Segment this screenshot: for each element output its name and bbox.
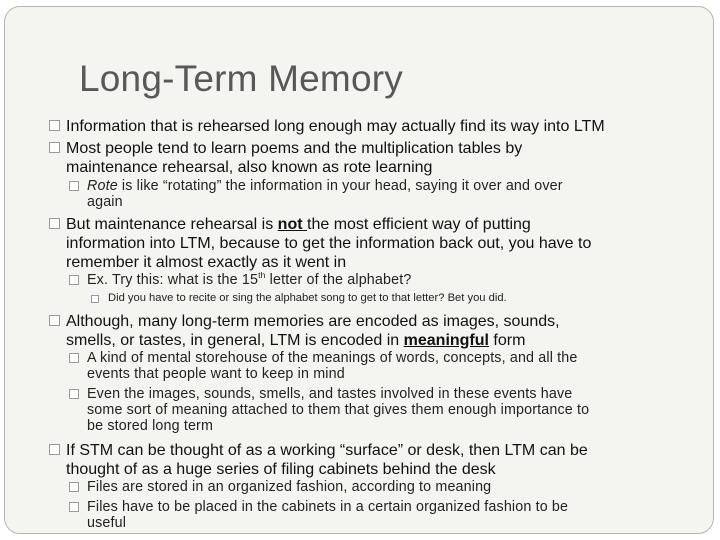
bullet-checkbox-icon <box>49 142 60 153</box>
bullet-text: some sort of meaning attached to them that gives them enough importance to <box>87 402 590 418</box>
bullet-text: But maintenance rehearsal is not the most efficient way of putting <box>66 216 531 233</box>
bullet-checkbox-icon <box>69 389 79 399</box>
bullet-text: Rote is like “rotating” the information in your head, saying it over and over <box>87 178 563 194</box>
bullet-ltm-rehearsal <box>49 117 605 136</box>
sub-sub-bullet-alphabet-song <box>91 292 507 305</box>
bullet-checkbox-icon <box>91 295 99 303</box>
sub-bullet-images-meaning <box>69 386 589 434</box>
emphasis-not: not <box>277 216 307 233</box>
bullet-checkbox-icon <box>69 502 79 512</box>
bullet-checkbox-icon <box>49 444 60 455</box>
bullet-checkbox-icon <box>69 275 79 285</box>
sub-bullet-files-organized <box>69 479 491 495</box>
bullet-text: If STM can be thought of as a working “surface” or desk, then LTM can be <box>66 442 588 459</box>
bullet-text: information into LTM, because to get the information back out, you have to <box>66 235 592 252</box>
bullet-text: Files have to be placed in the cabinets in a certain organized fashion to be <box>87 499 569 515</box>
slide-title: Long-Term Memory <box>79 58 403 99</box>
bullet-encoded-meaningful <box>49 312 560 350</box>
bullet-text: thought of as a huge series of filing cabinets behind the desk <box>66 461 496 478</box>
bullet-checkbox-icon <box>49 218 60 229</box>
bullet-text: Most people tend to learn poems and the multiplication tables by <box>66 140 523 157</box>
bullet-text: remember it almost exactly as it went in <box>66 254 347 271</box>
sub-bullet-mental-storehouse <box>69 350 577 382</box>
bullet-checkbox-icon <box>69 482 79 492</box>
sub-bullet-alphabet-example <box>69 272 411 288</box>
bullet-checkbox-icon <box>69 353 79 363</box>
emphasis-meaningful: meaningful <box>403 332 489 349</box>
bullet-text: be stored long term <box>87 418 214 434</box>
bullet-text: events that people want to keep in mind <box>87 366 345 382</box>
bullet-checkbox-icon <box>49 315 60 326</box>
bullet-text: useful <box>87 515 127 531</box>
bullet-text: again <box>87 194 123 210</box>
bullet-checkbox-icon <box>69 181 79 191</box>
bullet-text: Information that is rehearsed long enough may actually find its way into LTM <box>66 118 605 135</box>
bullet-text: A kind of mental storehouse of the meanings of words, concepts, and all the <box>87 350 578 366</box>
bullet-filing-cabinets <box>49 441 588 479</box>
sub-bullet-files-placed <box>69 499 568 531</box>
bullet-text: Did you have to recite or sing the alphabet song to get to that letter? Bet you did. <box>108 292 507 304</box>
bullet-maintenance-not-efficient <box>49 215 591 272</box>
bullet-checkbox-icon <box>49 120 60 131</box>
bullet-text: smells, or tastes, in general, LTM is encoded in meaningful form <box>66 332 526 349</box>
bullet-text: Although, many long-term memories are encoded as images, sounds, <box>66 313 560 330</box>
sub-bullet-rote-definition <box>69 178 563 210</box>
bullet-text: Ex. Try this: what is the 15th letter of the alphabet? <box>87 270 412 288</box>
bullet-text: Even the images, sounds, smells, and tastes involved in these events have <box>87 386 573 402</box>
rote-term: Rote <box>87 178 118 194</box>
bullet-text: Files are stored in an organized fashion, according to meaning <box>87 479 492 495</box>
bullet-text: maintenance rehearsal, also known as rote learning <box>66 159 433 176</box>
bullet-rote-learning <box>49 139 522 177</box>
